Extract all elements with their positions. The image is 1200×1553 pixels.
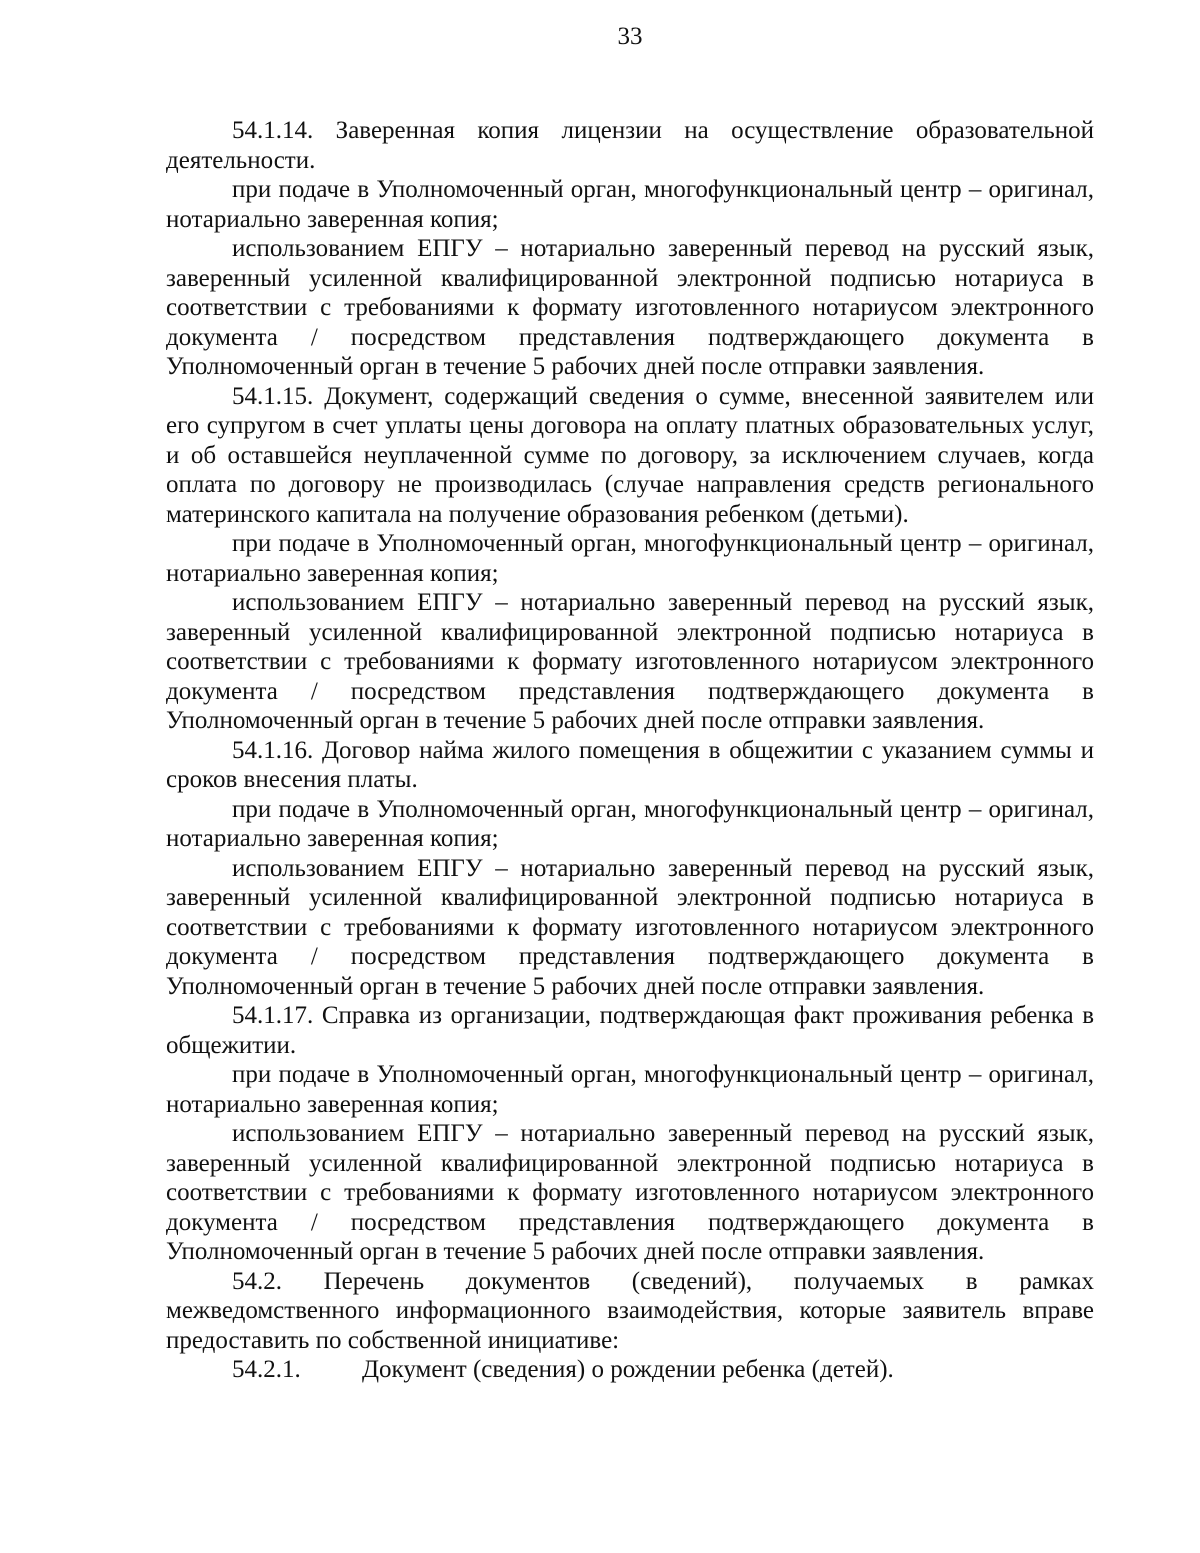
paragraph-submission-epgu: использованием ЕПГУ – нотариально заверенный перевод на русский язык, заверенный усиленной квалифицированной электронной подписью нотариуса в соответствии с требованиями к формату изготовленного нотариусом электронного документа / посредством представления подтверждающего документа в Уполномоченный орган в течение 5 рабочих дней после отправки заявления. [166,854,1094,1000]
paragraph-submission-epgu: использованием ЕПГУ – нотариально заверенный перевод на русский язык, заверенный усиленной квалифицированной электронной подписью нотариуса в соответствии с требованиями к формату изготовленного нотариусом электронного документа / посредством представления подтверждающего документа в Уполномоченный орган в течение 5 рабочих дней после отправки заявления. [166,589,1094,734]
document-body [166,116,1094,1385]
list-item-number: 54.2.1. [232,1356,301,1383]
paragraph-submission-office: при подаче в Уполномоченный орган, многофункциональный центр – оригинал, нотариально заверенная копия; [166,1061,1094,1118]
paragraph-submission-office: при подаче в Уполномоченный орган, многофункциональный центр – оригинал, нотариально заверенная копия; [166,795,1094,852]
paragraph-54-1-14: 54.1.14. Заверенная копия лицензии на осуществление образовательной деятельности. [166,117,1094,174]
page-number: 33 [617,23,643,50]
list-item-text: Документ (сведения) о рождении ребенка (детей). [362,1356,894,1383]
paragraph-submission-epgu: использованием ЕПГУ – нотариально заверенный перевод на русский язык, заверенный усиленной квалифицированной электронной подписью нотариуса в соответствии с требованиями к формату изготовленного нотариусом электронного документа / посредством представления подтверждающего документа в Уполномоченный орган в течение 5 рабочих дней после отправки заявления. [166,1120,1094,1265]
paragraph-54-2: 54.2. Перечень документов (сведений), получаемых в рамках межведомственного информационного взаимодействия, которые заявитель вправе предоставить по собственной инициативе: [166,1267,1094,1354]
paragraph-submission-office: при подаче в Уполномоченный орган, многофункциональный центр – оригинал, нотариально заверенная копия; [166,176,1094,233]
list-item-54-2-1 [166,1355,1094,1385]
paragraph-54-1-15: 54.1.15. Документ, содержащий сведения о сумме, внесенной заявителем или его супругом в счет уплаты цены договора на оплату платных образовательных услуг, и об оставшейся неуплаченной сумме по договору, за исключением случаев, когда оплата по договору не производилась (случае направления средств регионального материнского капитала на получение образования ребенком (детьми). [166,382,1094,528]
paragraph-54-1-16: 54.1.16. Договор найма жилого помещения в общежитии с указанием суммы и сроков внесения платы. [166,736,1094,793]
paragraph-submission-epgu: использованием ЕПГУ – нотариально заверенный перевод на русский язык, заверенный усиленной квалифицированной электронной подписью нотариуса в соответствии с требованиями к формату изготовленного нотариусом электронного документа / посредством представления подтверждающего документа в Уполномоченный орган в течение 5 рабочих дней после отправки заявления. [166,235,1094,380]
paragraph-54-1-17: 54.1.17. Справка из организации, подтверждающая факт проживания ребенка в общежитии. [166,1002,1094,1059]
paragraph-submission-office: при подаче в Уполномоченный орган, многофункциональный центр – оригинал, нотариально заверенная копия; [166,530,1094,587]
